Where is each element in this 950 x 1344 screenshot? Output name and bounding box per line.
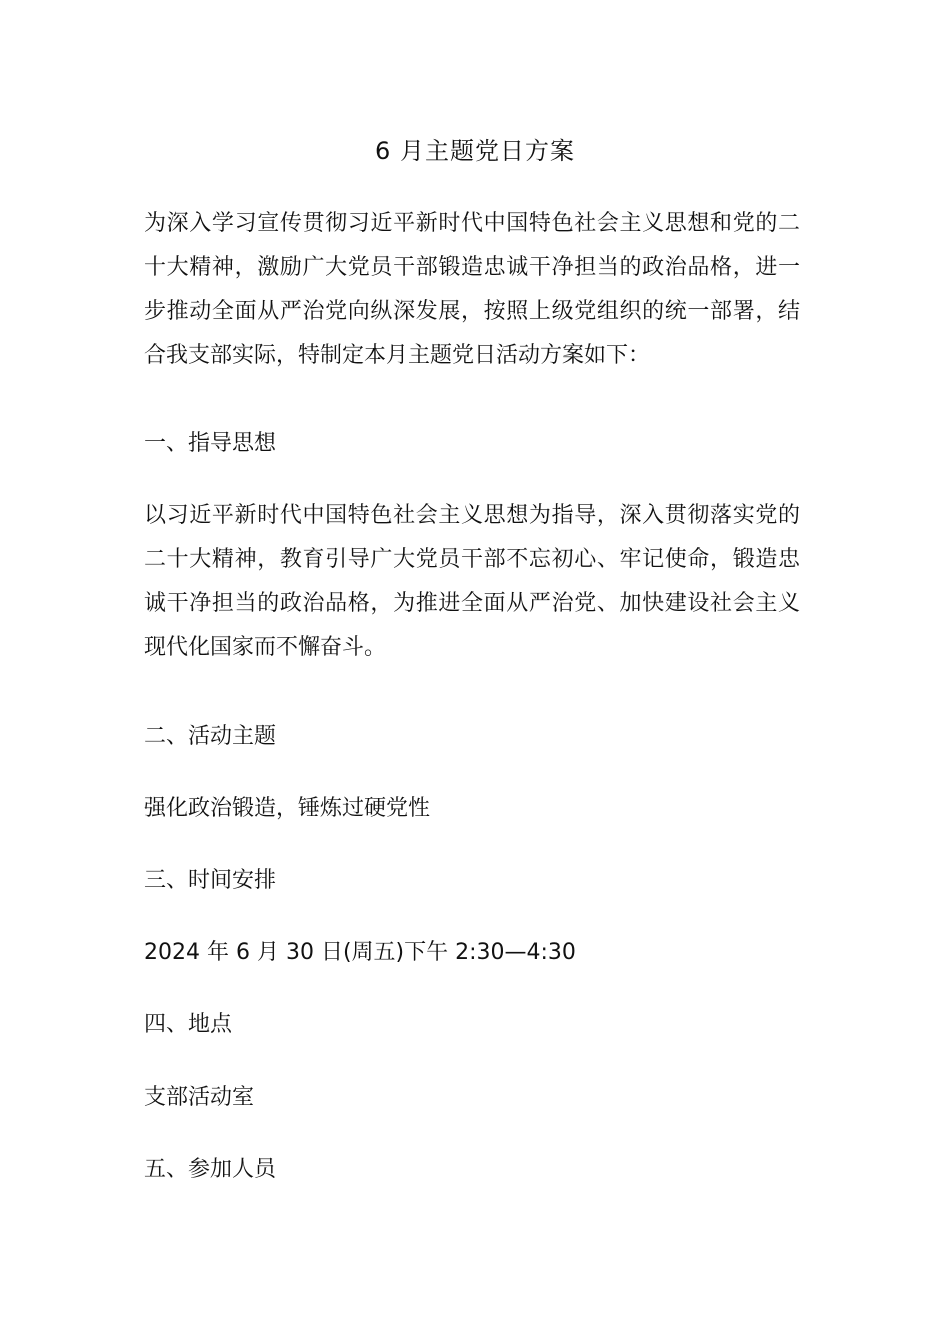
section-heading-activity-theme: 二、活动主题	[144, 724, 277, 749]
section-heading-location: 四、地点	[144, 1012, 233, 1037]
section-body-location: 支部活动室	[144, 1085, 255, 1110]
section-heading-guiding-ideology: 一、指导思想	[144, 431, 277, 456]
section-heading-participants: 五、参加人员	[144, 1157, 277, 1182]
document-title: 6 月主题党日方案	[375, 137, 575, 165]
section-body-activity-theme: 强化政治锻造，锤炼过硬党性	[144, 796, 431, 821]
section-body-schedule: 2024 年 6 月 30 日(周五)下午 2:30—4:30	[144, 940, 576, 965]
section-heading-schedule: 三、时间安排	[144, 868, 277, 893]
intro-paragraph: 为深入学习宣传贯彻习近平新时代中国特色社会主义思想和党的二十大精神，激励广大党员干部锻造忠诚干净担当的政治品格，进一步推动全面从严治党向纵深发展，按照上级党组织的统一部署，结合我支部实际，特制定本月主题党日活动方案如下：	[144, 211, 800, 368]
section-body-guiding-ideology: 以习近平新时代中国特色社会主义思想为指导，深入贯彻落实党的二十大精神，教育引导广大党员干部不忘初心、牢记使命，锻造忠诚干净担当的政治品格，为推进全面从严治党、加快建设社会主义现代化国家而不懈奋斗。	[144, 503, 800, 660]
